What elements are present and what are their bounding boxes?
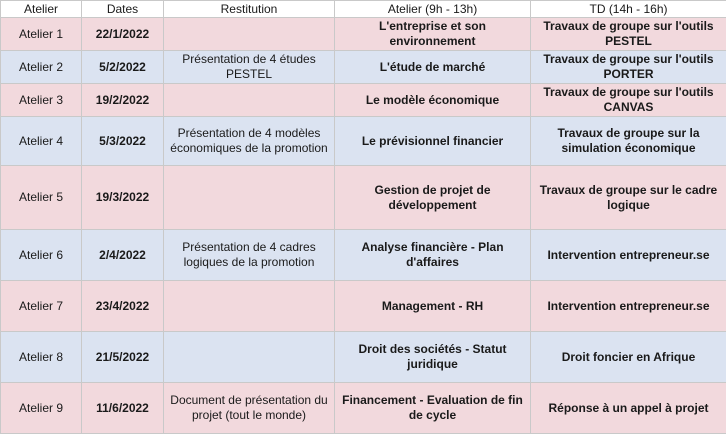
restitution-cell: Présentation de 4 modèles économiques de la promotion	[164, 117, 335, 166]
table-row	[1, 18, 726, 51]
date-cell: 5/3/2022	[82, 117, 164, 166]
session-cell: Financement - Evaluation de fin de cycle	[335, 383, 531, 434]
td-cell: Droit foncier en Afrique	[531, 332, 726, 383]
session-cell: L'entreprise et son environnement	[335, 18, 531, 51]
restitution-cell	[164, 84, 335, 117]
restitution-cell: Présentation de 4 cadres logiques de la promotion	[164, 230, 335, 281]
td-cell: Intervention entrepreneur.se	[531, 281, 726, 332]
session-cell: Droit des sociétés - Statut juridique	[335, 332, 531, 383]
td-cell: Intervention entrepreneur.se	[531, 230, 726, 281]
header-row	[1, 1, 726, 18]
restitution-cell	[164, 281, 335, 332]
date-cell: 22/1/2022	[82, 18, 164, 51]
restitution-cell	[164, 332, 335, 383]
table-row	[1, 281, 726, 332]
header-dates: Dates	[82, 1, 164, 18]
session-cell: Analyse financière - Plan d'affaires	[335, 230, 531, 281]
date-cell: 19/2/2022	[82, 84, 164, 117]
td-cell: Travaux de groupe sur l'outils PORTER	[531, 51, 726, 84]
session-cell: Gestion de projet de développement	[335, 166, 531, 230]
td-cell: Travaux de groupe sur le cadre logique	[531, 166, 726, 230]
date-cell: 19/3/2022	[82, 166, 164, 230]
restitution-cell: Document de présentation du projet (tout le monde)	[164, 383, 335, 434]
date-cell: 11/6/2022	[82, 383, 164, 434]
td-cell: Réponse à un appel à projet	[531, 383, 726, 434]
atelier-cell: Atelier 4	[1, 117, 82, 166]
table-row	[1, 230, 726, 281]
session-cell: Le modèle économique	[335, 84, 531, 117]
date-cell: 5/2/2022	[82, 51, 164, 84]
restitution-cell	[164, 18, 335, 51]
date-cell: 23/4/2022	[82, 281, 164, 332]
table-row	[1, 332, 726, 383]
table-row	[1, 51, 726, 84]
atelier-cell: Atelier 1	[1, 18, 82, 51]
atelier-cell: Atelier 9	[1, 383, 82, 434]
header-restitution: Restitution	[164, 1, 335, 18]
atelier-cell: Atelier 2	[1, 51, 82, 84]
table-row	[1, 383, 726, 434]
header-atelier: Atelier	[1, 1, 82, 18]
atelier-cell: Atelier 8	[1, 332, 82, 383]
atelier-cell: Atelier 6	[1, 230, 82, 281]
atelier-cell: Atelier 3	[1, 84, 82, 117]
date-cell: 21/5/2022	[82, 332, 164, 383]
table-row	[1, 84, 726, 117]
restitution-cell	[164, 166, 335, 230]
session-cell: Management - RH	[335, 281, 531, 332]
table-row	[1, 166, 726, 230]
td-cell: Travaux de groupe sur l'outils CANVAS	[531, 84, 726, 117]
session-cell: Le prévisionnel financier	[335, 117, 531, 166]
atelier-cell: Atelier 5	[1, 166, 82, 230]
restitution-cell: Présentation de 4 études PESTEL	[164, 51, 335, 84]
header-atelier-session: Atelier (9h - 13h)	[335, 1, 531, 18]
td-cell: Travaux de groupe sur l'outils PESTEL	[531, 18, 726, 51]
atelier-cell: Atelier 7	[1, 281, 82, 332]
session-cell: L'étude de marché	[335, 51, 531, 84]
header-td: TD (14h - 16h)	[531, 1, 726, 18]
date-cell: 2/4/2022	[82, 230, 164, 281]
td-cell: Travaux de groupe sur la simulation économique	[531, 117, 726, 166]
table-row	[1, 117, 726, 166]
